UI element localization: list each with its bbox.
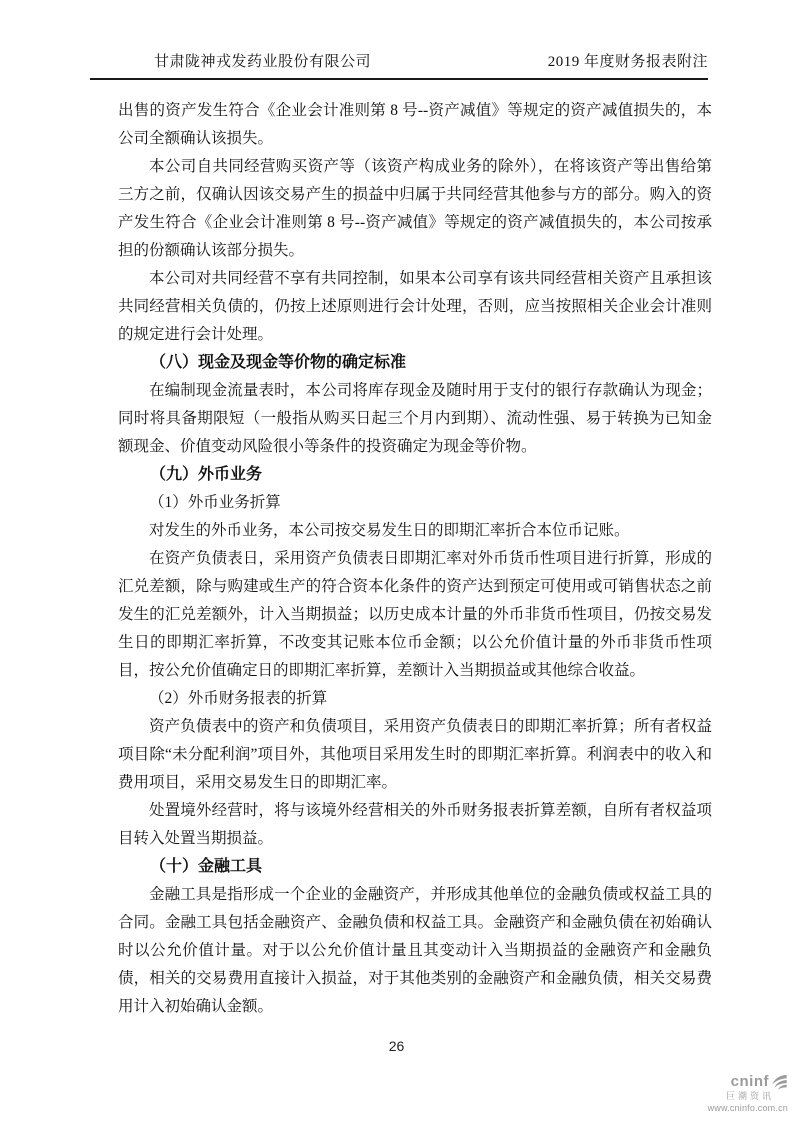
cninfo-logo-chinese: 巨潮资讯 bbox=[725, 1091, 774, 1101]
section-heading-10: （十）金融工具 bbox=[150, 858, 263, 875]
document-body bbox=[118, 97, 712, 1021]
cninfo-logo-url: www.cninfo.com.cn bbox=[707, 1102, 788, 1113]
section-heading-9: （九）外币业务 bbox=[150, 466, 263, 483]
paragraph: 本公司对共同经营不享有共同控制，如果本公司享有该共同经营相关资产且承担该共同经营相关负债的，仍按上述原则进行会计处理，否则，应当按照相关企业会计准则的规定进行会计处理。 bbox=[118, 270, 712, 343]
sub-heading: （1）外币业务折算 bbox=[149, 494, 281, 511]
paragraph: 出售的资产发生符合《企业会计准则第 8 号--资产减值》等规定的资产减值损失的，本公司全额确认该损失。 bbox=[118, 102, 712, 147]
paragraph: 处置境外经营时，将与该境外经营相关的外币财务报表折算差额，自所有者权益项目转入处置当期损益。 bbox=[118, 802, 712, 847]
paragraph: 金融工具是指形成一个企业的金融资产，并形成其他单位的金融负债或权益工具的合同。金融工具包括金融资产、金融负债和权益工具。金融资产和金融负债在初始确认时以公允价值计量。对于以公允价值计量且其变动计入当期损益的金融资产和金融负债，相关的交易费用直接计入损益，对于其他类别的金融资产和金融负债，相关交易费用计入初始确认金额。 bbox=[118, 886, 712, 1015]
section-heading-8: （八）现金及现金等价物的确定标准 bbox=[150, 354, 407, 371]
company-name: 甘肃陇神戎发药业股份有限公司 bbox=[154, 54, 372, 70]
cninfo-swirl-icon bbox=[770, 1074, 788, 1091]
page-header bbox=[90, 50, 708, 80]
paragraph: 对发生的外币业务，本公司按交易发生日的即期汇率折合本位币记账。 bbox=[149, 522, 630, 539]
cninfo-watermark bbox=[638, 1074, 788, 1114]
sub-heading: （2）外币财务报表的折算 bbox=[149, 690, 328, 707]
report-title: 2019 年度财务报表附注 bbox=[547, 54, 708, 70]
paragraph: 本公司自共同经营购买资产等（该资产构成业务的除外），在将该资产等出售给第三方之前，仅确认因该交易产生的损益中归属于共同经营其他参与方的部分。购入的资产发生符合《企业会计准则第 8 号--资产减值》等规定的资产减值损失的，本公司按承担的份额确认该部分损失。 bbox=[118, 158, 712, 259]
page-number: 26 bbox=[388, 1038, 405, 1054]
paragraph: 在资产负债表日，采用资产负债表日即期汇率对外币货币性项目进行折算，形成的汇兑差额，除与购建或生产的符合资本化条件的资产达到预定可使用或可销售状态之前发生的汇兑差额外，计入当期损益；以历史成本计量的外币非货币性项目，仍按交易发生日的即期汇率折算，不改变其记账本位币金额；以公允价值计量的外币非货币性项目，按公允价值确定日的即期汇率折算，差额计入当期损益或其他综合收益。 bbox=[118, 550, 712, 679]
cninfo-logo-text: cninf bbox=[730, 1073, 769, 1091]
paragraph: 资产负债表中的资产和负债项目，采用资产负债表日的即期汇率折算；所有者权益项目除“未分配利润”项目外，其他项目采用发生时的即期汇率折算。利润表中的收入和费用项目，采用交易发生日的即期汇率。 bbox=[118, 718, 712, 791]
paragraph: 在编制现金流量表时，本公司将库存现金及随时用于支付的银行存款确认为现金；同时将具备期限短（一般指从购买日起三个月内到期）、流动性强、易于转换为已知金额现金、价值变动风险很小等条件的投资确定为现金等价物。 bbox=[118, 382, 712, 455]
